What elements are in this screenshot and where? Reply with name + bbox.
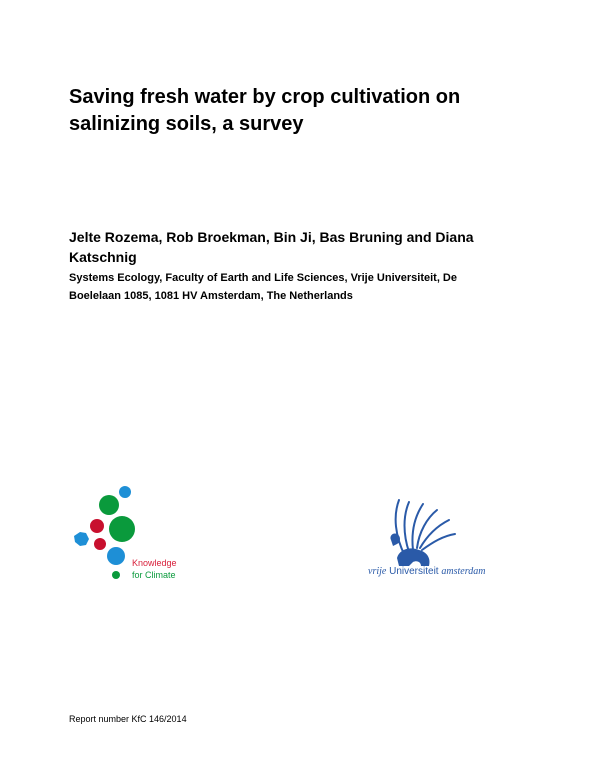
kfc-dot-green-small [112, 571, 120, 579]
vu-griffin-head [390, 533, 400, 546]
kfc-dot-blue-low [107, 547, 125, 565]
kfc-dot-blue-hex [74, 532, 89, 546]
author-list [69, 227, 539, 267]
affiliation [69, 269, 539, 305]
kfc-wordmark [132, 557, 177, 581]
vu-wordmark-vrije: vrije [368, 566, 387, 577]
report-number: Report number KfC 146/2014 [69, 714, 187, 724]
kfc-wordmark-line-1: Knowledge [132, 558, 177, 568]
kfc-dot-red-mid [90, 519, 104, 533]
title-line-2: salinizing soils, a survey [69, 113, 304, 135]
report-title [69, 84, 539, 138]
authors-line-2: Katschnig [69, 249, 137, 265]
vu-wordmark [368, 566, 485, 577]
kfc-dot-green-big [109, 516, 135, 542]
vu-griffin-icon [385, 496, 460, 568]
affiliation-line-2: Boelelaan 1085, 1081 HV Amsterdam, The Netherlands [69, 290, 353, 302]
kfc-wordmark-line-2: for Climate [132, 570, 176, 580]
kfc-dot-green-top [99, 495, 119, 515]
affiliation-line-1: Systems Ecology, Faculty of Earth and Life Sciences, Vrije Universiteit, De [69, 272, 457, 284]
kfc-dot-red-small [94, 538, 106, 550]
kfc-dot-blue-top [119, 486, 131, 498]
title-line-1: Saving fresh water by crop cultivation on [69, 86, 461, 108]
vu-wordmark-amsterdam: amsterdam [441, 566, 486, 577]
vu-wordmark-universiteit: Universiteit [389, 566, 439, 577]
authors-line-1: Jelte Rozema, Rob Broekman, Bin Ji, Bas Bruning and Diana [69, 229, 474, 245]
